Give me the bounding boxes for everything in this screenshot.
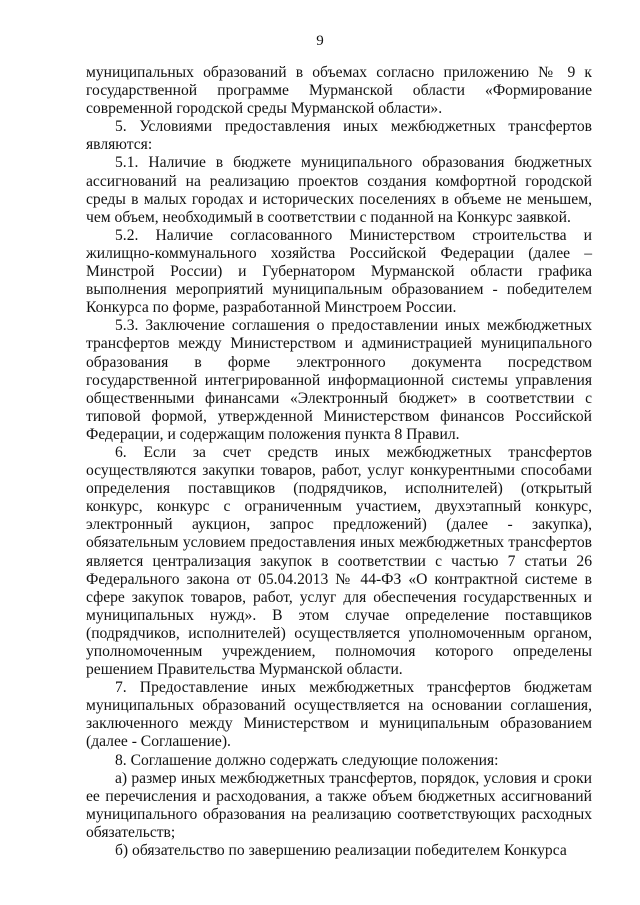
paragraph-8-a: а) размер иных межбюджетных трансфертов, порядок, условия и сроки ее перечисления и расходования, а также объем бюджетных ассигнований муниципального образования на реализацию соответствующих расходных обязательств; [86,769,592,841]
paragraph-7: 7. Предоставление иных межбюджетных трансфертов бюджетам муниципальных образований осуществляется на основании соглашения, заключенного между Министерством и муниципальным образованием (далее - Соглашение). [86,679,592,751]
paragraph-continuation: муниципальных образований в объемах согласно приложению № 9 к государственной программе Мурманской области «Формирование современной городской среды Мурманской области». [86,64,592,118]
paragraph-8-b: б) обязательство по завершению реализации победителем Конкурса [115,842,567,860]
document-body [86,64,592,860]
paragraph-8: 8. Соглашение должно содержать следующие положения: [115,751,499,769]
page-number: 9 [316,33,324,49]
paragraph-5: 5. Условиями предоставления иных межбюджетных трансфертов являются: [86,118,592,154]
paragraph-5-2: 5.2. Наличие согласованного Министерством строительства и жилищно-коммунального хозяйства Российской Федерации (далее – Минстрой России) и Губернатором Мурманской области графика выполнения мероприятий муниципальным образованием - победителем Конкурса по форме, разработанной Минстроем России. [86,226,592,317]
paragraph-5-3: 5.3. Заключение соглашения о предоставлении иных межбюджетных трансфертов между Министерством и администрацией муниципального образования в форме электронного документа посредством государственной интегрированной информационной системы управления общественными финансами «Электронный бюджет» в соответствии с типовой формой, утвержденной Министерством финансов Российской Федерации, и содержащим положения пункта 8 Правил. [86,317,592,443]
paragraph-6: 6. Если за счет средств иных межбюджетных трансфертов осуществляются закупки товаров, работ, услуг конкурентными способами определения поставщиков (подрядчиков, исполнителей) (открытый конкурс, конкурс с ограниченным участием, двухэтапный конкурс, электронный аукцион, запрос предложений) (далее - закупка), обязательным условием предоставления иных межбюджетных трансфертов является централизация закупок в соответствии с частью 7 статьи 26 Федерального закона от 05.04.2013 № 44-ФЗ «О контрактной системе в сфере закупок товаров, работ, услуг для обеспечения государственных и муниципальных нужд». В этом случае определение поставщиков (подрядчиков, исполнителей) осуществляется уполномоченным органом, уполномоченным учреждением, полномочия которого определены решением Правительства Мурманской области. [86,443,592,679]
paragraph-5-1: 5.1. Наличие в бюджете муниципального образования бюджетных ассигнований на реализацию проектов создания комфортной городской среды в малых городах и исторических поселениях в объеме не меньшем, чем объем, необходимый в соответствии с поданной на Конкурс заявкой. [86,154,592,226]
